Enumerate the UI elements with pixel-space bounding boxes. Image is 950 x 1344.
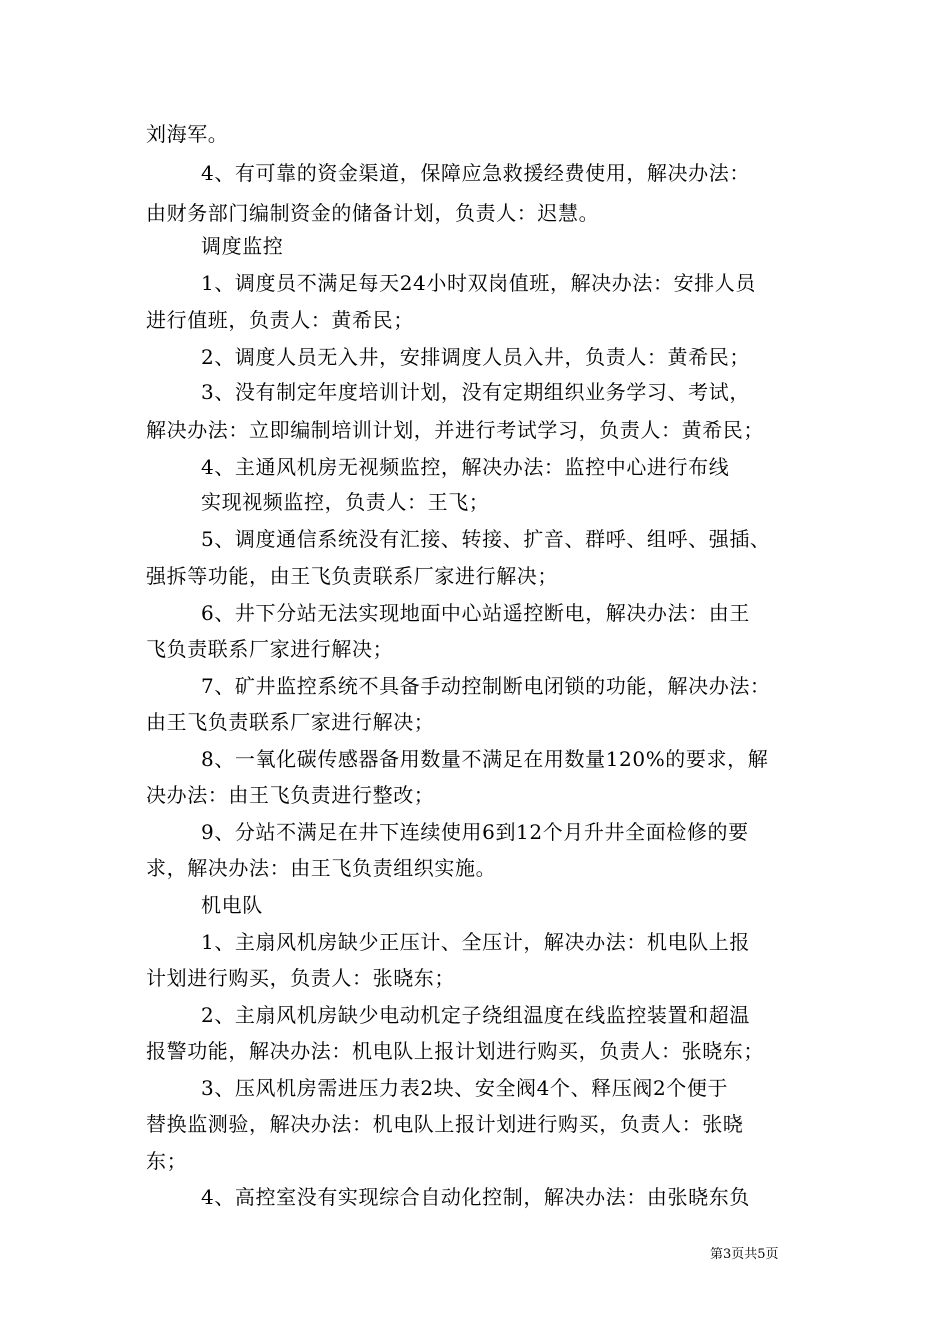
text-line-30: 4、高控室没有实现综合自动化控制，解决办法：由张晓东负 — [201, 1185, 750, 1209]
text-line-9: 解决办法：立即编制培训计划，并进行考试学习，负责人：黄希民； — [146, 418, 764, 442]
text-line-8: 3、没有制定年度培训计划，没有定期组织业务学习、考试， — [201, 380, 750, 404]
text-line-6: 进行值班，负责人：黄希民； — [146, 308, 414, 332]
text-line-21: 求，解决办法：由王飞负责组织实施。 — [146, 856, 497, 880]
text-line-1: 刘海军。 — [146, 122, 229, 146]
text-line-14: 6、井下分站无法实现地面中心站遥控断电，解决办法：由王 — [201, 601, 750, 625]
text-line-27: 3、压风机房需进压力表2块、安全阀4个、释压阀2个便于 — [201, 1076, 729, 1100]
text-line-19: 决办法：由王飞负责进行整改； — [146, 783, 435, 807]
text-line-28: 替换监测验，解决办法：机电队上报计划进行购买，负责人：张晓 — [146, 1112, 744, 1136]
text-line-24: 计划进行购买，负责人：张晓东； — [146, 966, 455, 990]
text-line-3: 由财务部门编制资金的储备计划，负责人：迟慧。 — [146, 201, 600, 225]
text-line-5: 1、调度员不满足每天24小时双岗值班，解决办法：安排人员 — [201, 271, 756, 295]
page-number-footer: 第3页共5页 — [710, 1247, 779, 1262]
text-line-29: 东； — [146, 1149, 188, 1173]
text-line-12: 5、调度通信系统没有汇接、转接、扩音、群呼、组呼、强插、 — [201, 527, 771, 551]
text-line-17: 由王飞负责联系厂家进行解决； — [146, 710, 435, 734]
text-line-13: 强拆等功能，由王飞负责联系厂家进行解决； — [146, 564, 558, 588]
section-heading-dispatch: 调度监控 — [201, 234, 284, 258]
section-heading-electromechanical: 机电队 — [201, 893, 263, 917]
text-line-10: 4、主通风机房无视频监控，解决办法：监控中心进行布线 — [201, 455, 730, 479]
text-line-11: 实现视频监控，负责人：王飞； — [201, 490, 490, 514]
text-line-2: 4、有可靠的资金渠道，保障应急救援经费使用，解决办法： — [201, 161, 750, 185]
text-line-7: 2、调度人员无入井，安排调度人员入井，负责人：黄希民； — [201, 345, 750, 369]
text-line-25: 2、主扇风机房缺少电动机定子绕组温度在线监控装置和超温 — [201, 1003, 750, 1027]
text-line-26: 报警功能，解决办法：机电队上报计划进行购买，负责人：张晓东； — [146, 1039, 764, 1063]
text-line-16: 7、矿井监控系统不具备手动控制断电闭锁的功能，解决办法： — [201, 674, 771, 698]
text-line-20: 9、分站不满足在井下连续使用6到12个月升井全面检修的要 — [201, 820, 749, 844]
text-line-15: 飞负责联系厂家进行解决； — [146, 637, 394, 661]
text-line-23: 1、主扇风机房缺少正压计、全压计，解决办法：机电队上报 — [201, 930, 750, 954]
text-line-18: 8、一氧化碳传感器备用数量不满足在用数量120%的要求，解 — [201, 747, 769, 771]
